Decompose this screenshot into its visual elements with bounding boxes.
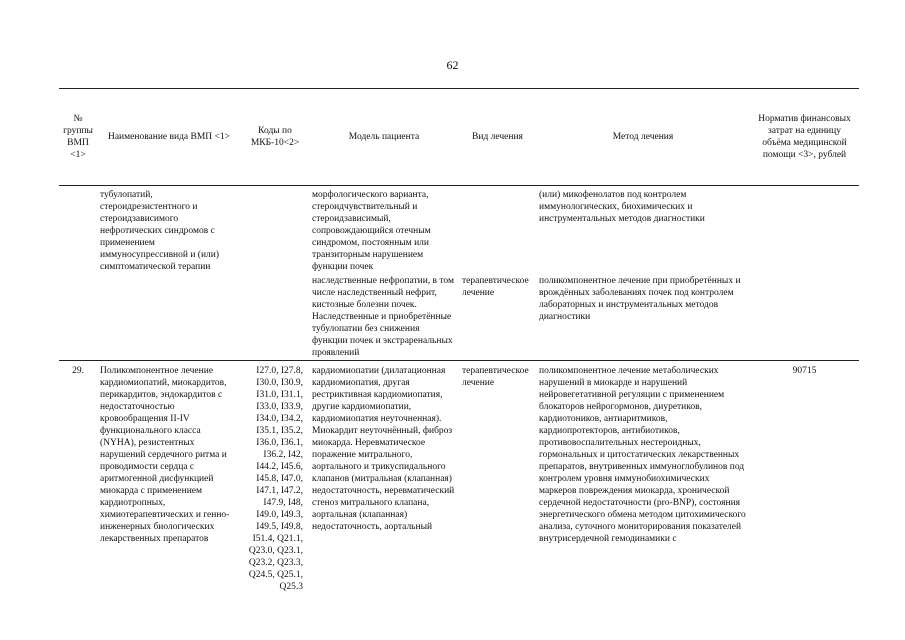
cell-codes xyxy=(241,186,309,275)
cell-name: Поликомпонентное лечение кардиомиопатий, миокардитов, перикардитов, эндокардитов с недостаточностью кровообращения II-IV функционального класса (NYHA), резистентных нарушений сердечного ритма и проводимости сердца с аритмогенной дисфункцией миокарда с применением кардиотропных, химиотерапевтических и генно-инженерных биологических лекарственных препаратов xyxy=(97,361,241,595)
vmp-table xyxy=(59,88,859,594)
header-norm: Норматив финансовых затрат на единицу объёма медицинской помощи <3>, рублей xyxy=(750,89,859,186)
cell-norm: 90715 xyxy=(750,361,859,595)
cell-type: терапевтическое лечение xyxy=(459,361,536,595)
cell-num xyxy=(59,186,97,275)
cell-type: терапевтическое лечение xyxy=(462,276,529,298)
header-group: № группы ВМП <1> xyxy=(59,89,97,186)
cell-norm xyxy=(750,186,859,275)
cell-model: морфологического варианта, стероидчувствительный и стероидзависимый, сопровождающийся отечным синдромом, постоянным или транзиторным нарушением функции почек xyxy=(312,190,431,272)
cell-codes: I27.0, I27.8, I30.0, I30.9, I31.0, I31.1, I33.0, I33.9, I34.0, I34.2, I35.1, I35.2, I36.0, I36.1, I36.2, I42, I44.2, I45.6, I45.8, I47.0, I47.1, I47.2, I47.9, I48, I49.0, I49.3, I49.5, I49.8, I51.4, Q21.1, Q23.0, Q23.1, Q23.2, Q23.3, Q24.5, Q25.1, Q25.3 xyxy=(241,361,309,595)
cell-name: тубулопатий, стероидрезистентного и стероидзависимого нефротических синдромов с применением иммуносупрессивной и (или) симптоматической терапии xyxy=(100,190,220,272)
header-codes: Коды по МКБ-10<2> xyxy=(241,89,309,186)
cell-type xyxy=(459,186,536,275)
header-method: Метод лечения xyxy=(536,89,750,186)
header-type: Вид лечения xyxy=(459,89,536,186)
cell-method: поликомпонентное лечение при приобретённых и врождённых заболеваниях почек под контролем лабораторных и инструментальных методов диагностики xyxy=(539,276,741,322)
table-row xyxy=(59,274,859,361)
header-name: Наименование вида ВМП <1> xyxy=(97,89,241,186)
cell-method: поликомпонентное лечение метаболических нарушений в миокарде и нарушений нейровегетативной регуляции с применением блокаторов нейрогормонов, диуретиков, кардиотоников, антиаритмиков, кардиопротекторов, антибиотиков, противовоспалительных нестероидных, гормональных и цитостатических лекарственных препаратов, внутривенных иммуноглобулинов под контролем уровня иммунобиохимических маркеров повреждения миокарда, хронической сердечной недостаточности (pro-BNP), состояния энергетического обмена методом цитохимического анализа, суточного мониторирования показателей внутрисердечной гемодинамики с xyxy=(536,361,750,595)
table-row xyxy=(59,186,859,275)
cell-norm xyxy=(750,274,859,361)
header-model: Модель пациента xyxy=(309,89,459,186)
page-number: 62 xyxy=(446,58,459,72)
cell-model: кардиомиопатии (дилатационная кардиомиопатия, другая рестриктивная кардиомиопатия, другие кардиомиопатии, кардиомиопатия неуточненная). Миокардит неуточнённый, фиброз миокарда. Неревматическое поражение митрального, аортального и трикуспидального клапанов (митральная (клапанная) недостаточность, неревматический стеноз митрального клапана, аортальная (клапанная) недостаточность, аортальный xyxy=(309,361,459,595)
table-row xyxy=(59,361,859,595)
cell-model: наследственные нефропатии, в том числе наследственный нефрит, кистозные болезни почек. Наследственные и приобретённые тубулопатии без снижения функции почек и экстраренальных проявлений xyxy=(312,276,455,358)
cell-name xyxy=(97,274,241,361)
cell-codes xyxy=(241,274,309,361)
header-row xyxy=(59,89,859,186)
cell-num xyxy=(59,274,97,361)
cell-num: 29. xyxy=(59,361,97,595)
cell-method: (или) микофенолатов под контролем иммунологических, биохимических и инструментальных методов диагностики xyxy=(539,190,705,224)
